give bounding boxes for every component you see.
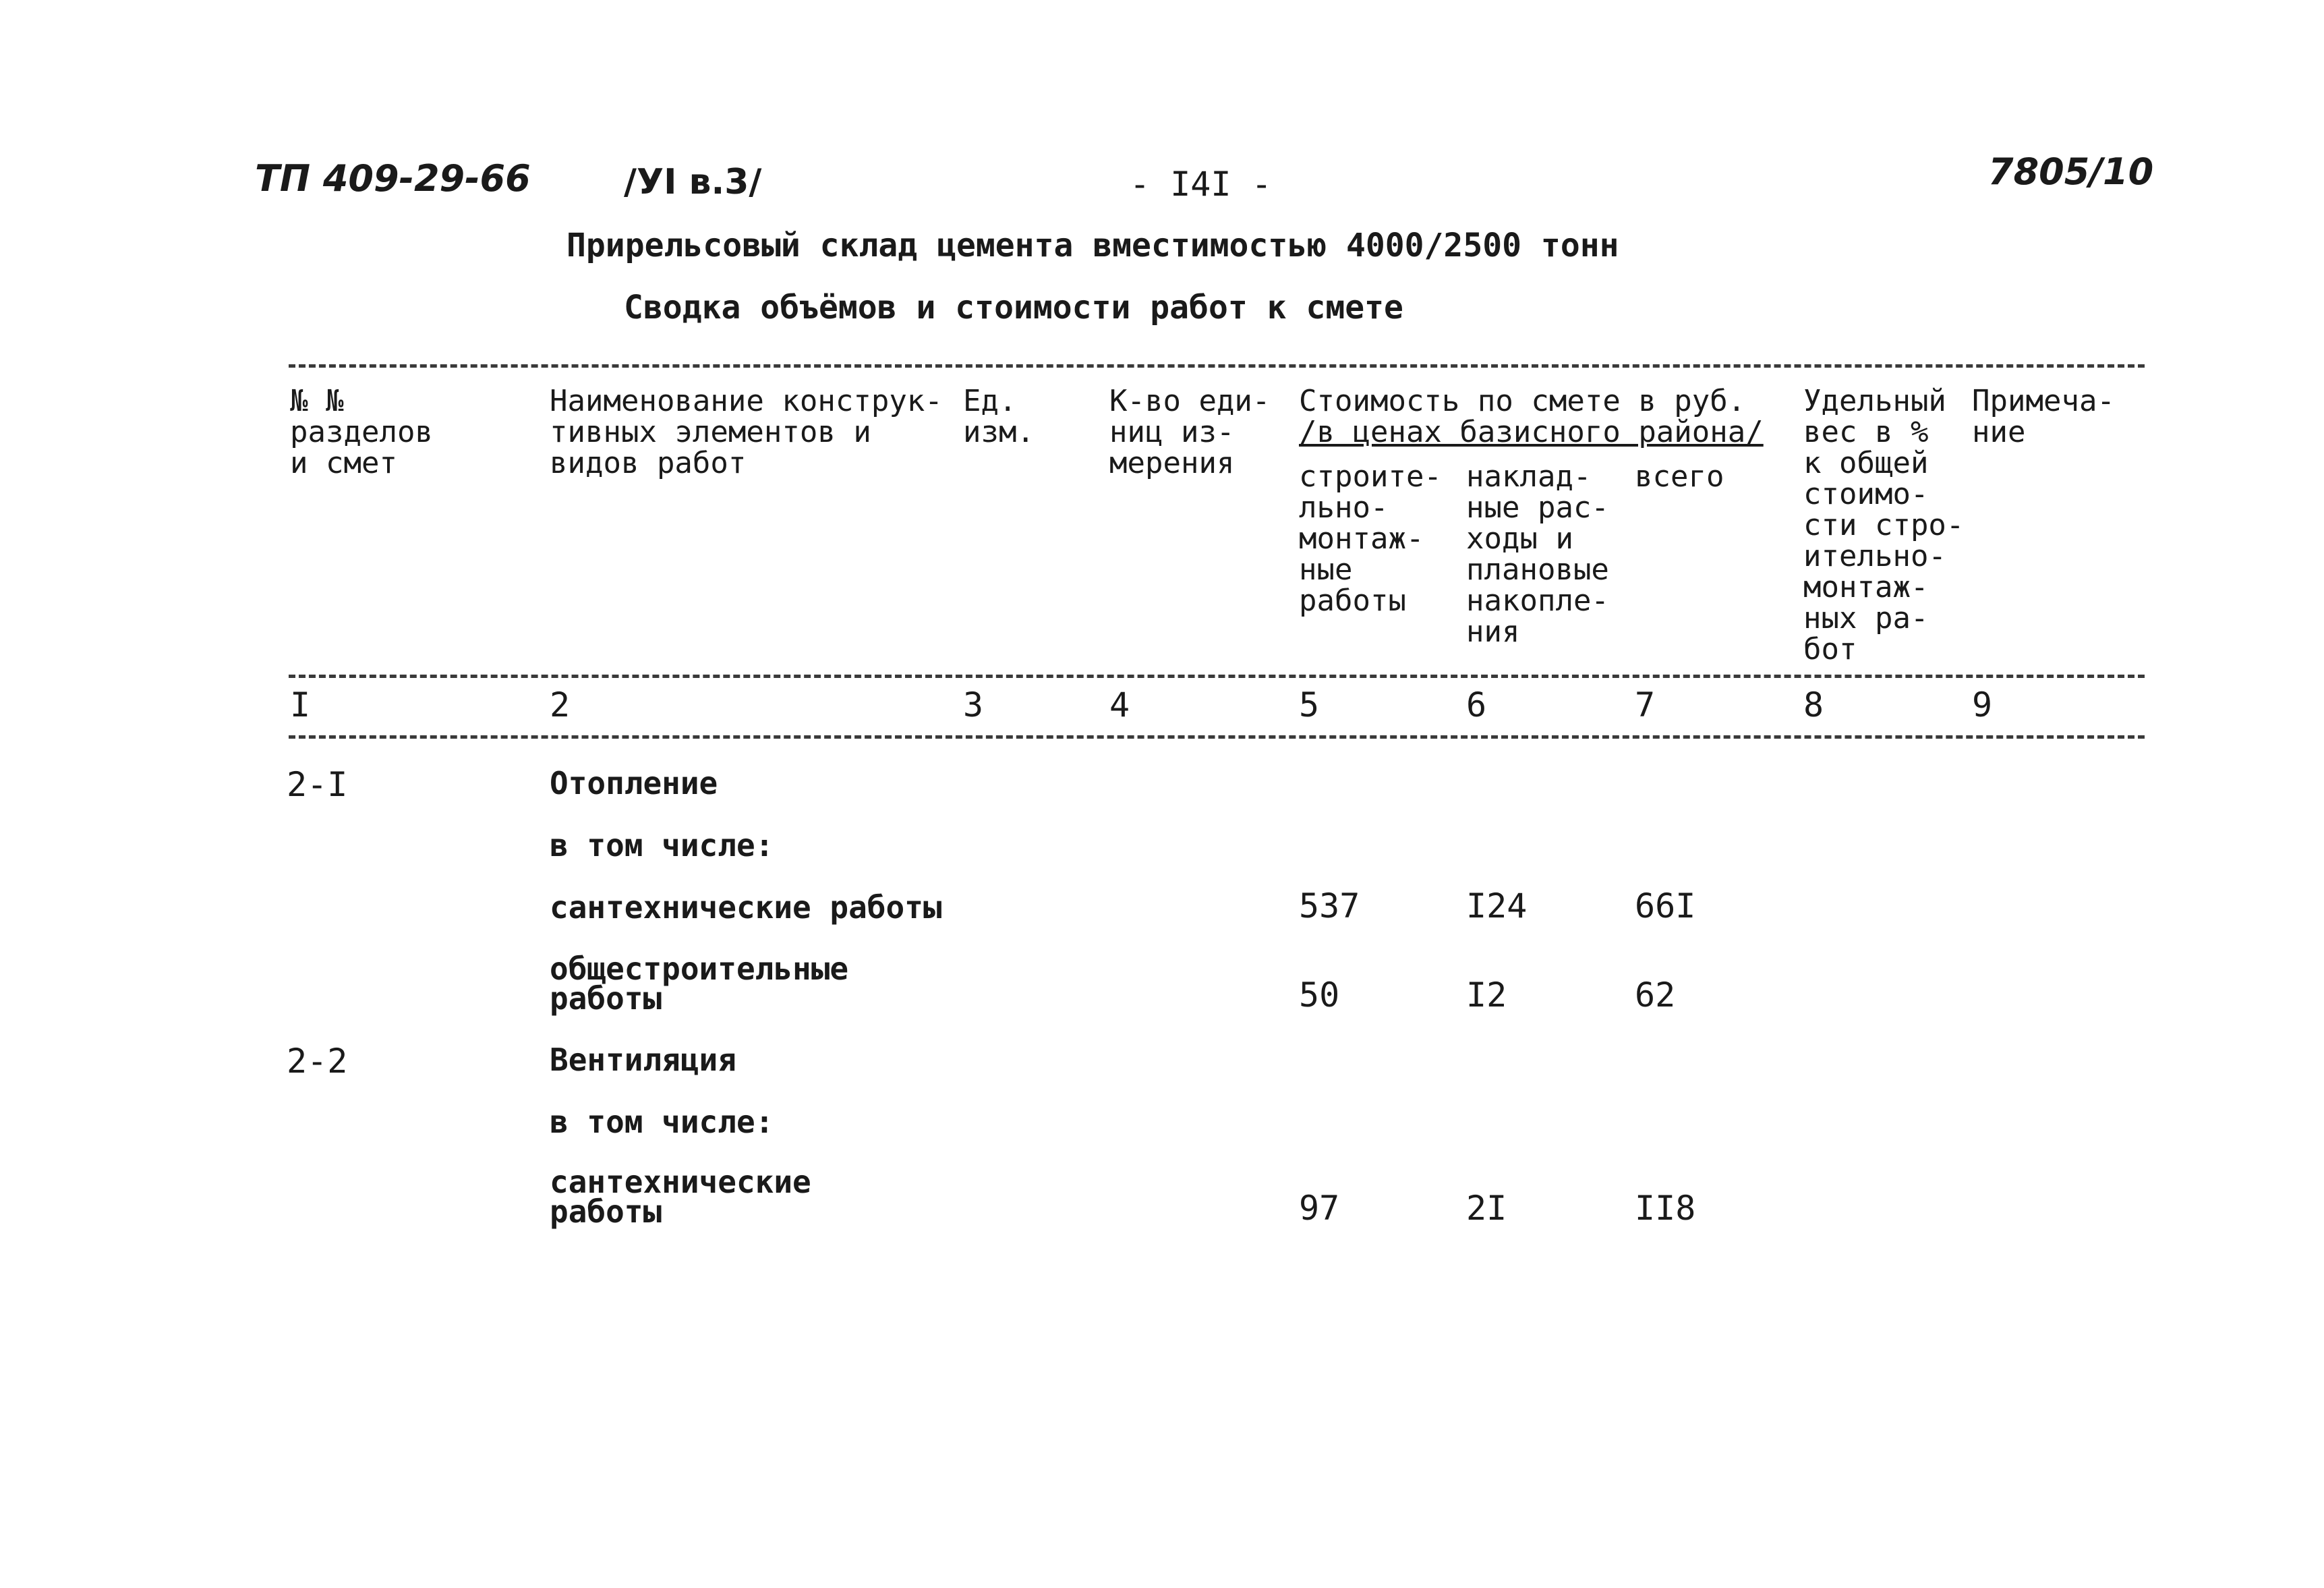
- column-number: 3: [963, 685, 984, 725]
- column-number: 7: [1635, 685, 1656, 725]
- header-total: всего: [1635, 459, 1724, 494]
- header-share-percent: Удельный вес в % к общей стоимо- сти стро- ительно- монтаж- ных ра- бот: [1803, 384, 1965, 667]
- column-number: I: [290, 685, 311, 725]
- overhead-value: I24: [1466, 886, 1528, 926]
- header-note: Примеча- ние: [1972, 384, 2115, 449]
- overhead-value: 2I: [1466, 1189, 1507, 1228]
- volume-label: /УI в.3/: [624, 162, 762, 202]
- construction-cost-value: 537: [1299, 886, 1360, 926]
- overhead-value: I2: [1466, 975, 1507, 1015]
- header-unit: Ед. изм.: [963, 384, 1035, 449]
- document-title: Прирельсовый склад цемента вместимостью 4000/2500 тонн: [567, 227, 1619, 264]
- header-cost-group: Стоимость по смете в руб.: [1299, 384, 1746, 418]
- construction-cost-value: 97: [1299, 1189, 1340, 1228]
- document-subtitle: Сводка объёмов и стоимости работ к смете: [624, 289, 1403, 327]
- total-value: 62: [1635, 975, 1676, 1015]
- archive-number: 7805/10: [1988, 150, 2154, 193]
- header-overhead: наклад- ные рас- ходы и плановые накопле- ния: [1466, 459, 1609, 649]
- row-name: сантехнические работы: [550, 889, 942, 926]
- construction-cost-value: 50: [1299, 975, 1340, 1015]
- header-section-number: № № разделов и смет: [290, 384, 433, 480]
- row-name: Отопление: [550, 765, 718, 801]
- row-name: сантехнические работы: [550, 1164, 811, 1230]
- document-code: ТП 409-29-66: [255, 157, 531, 200]
- column-number: 2: [550, 685, 571, 725]
- row-name: в том числе:: [550, 827, 774, 863]
- header-construction-cost: строите- льно- монтаж- ные работы: [1299, 459, 1442, 618]
- column-number: 4: [1109, 685, 1130, 725]
- header-cost-group-sub: /в ценах базисного района/: [1299, 415, 1764, 449]
- column-number: 9: [1972, 685, 1993, 725]
- row-name: в том числе:: [550, 1104, 774, 1140]
- row-name: Вентиляция: [550, 1042, 736, 1078]
- header-quantity: К-во еди- ниц из- мерения: [1109, 384, 1271, 480]
- page-number: - I4I -: [1130, 165, 1272, 204]
- section-number: 2-I: [287, 765, 348, 804]
- table-top-rule: [289, 364, 2145, 368]
- header-bottom-rule: [289, 675, 2145, 678]
- total-value: 66I: [1635, 886, 1696, 926]
- section-number: 2-2: [287, 1042, 348, 1081]
- total-value: II8: [1635, 1189, 1696, 1228]
- column-number: 8: [1803, 685, 1824, 725]
- numbers-bottom-rule: [289, 735, 2145, 739]
- header-element-name: Наименование конструк- тивных элементов и видов работ: [550, 384, 943, 480]
- row-name: общестроительные работы: [550, 951, 849, 1017]
- column-number: 6: [1466, 685, 1487, 725]
- column-number: 5: [1299, 685, 1320, 725]
